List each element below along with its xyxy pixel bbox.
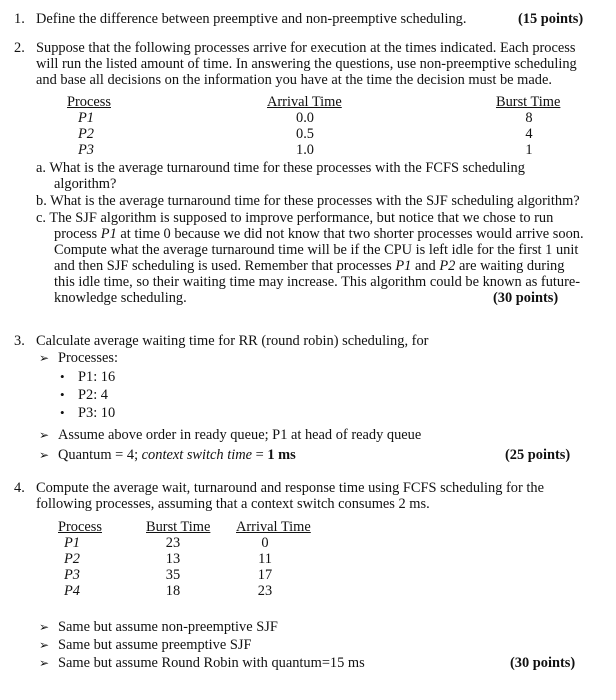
q4-number: 4.: [14, 480, 25, 496]
q2-part-b: b. What is the average turnaround time for these processes with the SJF scheduling algorithm?: [36, 193, 580, 209]
q4-table-cell: 0: [261, 535, 269, 551]
q2-part-a-line-2: algorithm?: [54, 176, 117, 192]
q3-points: (25 points): [505, 447, 571, 463]
q2-table-header-process: Process: [67, 94, 111, 110]
q2-part-a-line-1: a. What is the average turnaround time for these processes with the FCFS scheduling: [36, 160, 525, 176]
q2-part-c-text: at time 0 because we did not know that two shorter processes would arrive soon.: [120, 226, 584, 242]
q4-table-cell: 11: [258, 551, 272, 567]
q4-variant: Same but assume non-preemptive SJF: [58, 619, 278, 635]
q4-table-header-process: Process: [58, 519, 102, 535]
q1-text: Define the difference between preemptive and non-preemptive scheduling.: [36, 11, 467, 27]
q2-part-c-process-ref: P1: [100, 226, 117, 242]
q2-part-c-text: process: [54, 226, 98, 242]
q2-table-cell: P2: [78, 126, 94, 142]
q2-table-cell: 1.0: [296, 142, 314, 158]
q1-points: (15 points): [518, 11, 584, 27]
q2-table-cell: 0.5: [296, 126, 314, 142]
q2-part-c-line-4: [54, 258, 564, 274]
q4-table-header-burst: Burst Time: [146, 519, 211, 535]
q4-table-cell: P2: [64, 551, 80, 567]
bullet-icon: •: [60, 405, 65, 420]
q3-quantum-equals: =: [255, 447, 264, 463]
q2-intro-line-1: Suppose that the following processes arrive for execution at the times indicated. Each process: [36, 40, 576, 56]
q3-processes-label: Processes:: [58, 350, 118, 366]
q4-variant: Same but assume preemptive SJF: [58, 637, 252, 653]
q4-table-cell: P3: [64, 567, 80, 583]
q2-table-cell: 8: [525, 110, 533, 126]
q2-part-c-text: and then SJF scheduling is used. Remember that processes: [54, 258, 392, 274]
q2-part-c-line-6: knowledge scheduling.: [54, 290, 187, 306]
q3-process-item: P2: 4: [78, 387, 108, 403]
q2-part-c-line-2: [54, 226, 584, 242]
q2-table-cell: 4: [525, 126, 533, 142]
q3-quantum: [58, 447, 296, 463]
q3-assume: Assume above order in ready queue; P1 at head of ready queue: [58, 427, 422, 443]
q3-quantum-prefix: Quantum = 4;: [58, 447, 139, 463]
arrow-bullet-icon: ➢: [38, 620, 50, 634]
q2-number: 2.: [14, 40, 25, 56]
arrow-bullet-icon: ➢: [38, 448, 50, 462]
q2-table-cell: 0.0: [296, 110, 314, 126]
q2-part-c-line-1: c. The SJF algorithm is supposed to improve performance, but notice that we chose to run: [36, 210, 554, 226]
q4-text-line-1: Compute the average wait, turnaround and response time using FCFS scheduling for the: [36, 480, 544, 496]
q4-table-cell: P4: [64, 583, 80, 599]
bullet-icon: •: [60, 369, 65, 384]
q2-table-cell: P1: [78, 110, 94, 126]
q2-part-c-process-ref: P1: [395, 258, 412, 274]
arrow-bullet-icon: ➢: [38, 656, 50, 670]
q3-text: Calculate average waiting time for RR (round robin) scheduling, for: [36, 333, 429, 349]
q4-table-cell: P1: [64, 535, 80, 551]
bullet-icon: •: [60, 387, 65, 402]
q4-table-cell: 13: [165, 551, 181, 567]
q2-table-header-arrival: Arrival Time: [267, 94, 342, 110]
q3-process-item: P3: 10: [78, 405, 116, 421]
q4-variant: Same but assume Round Robin with quantum=15 ms: [58, 655, 365, 671]
q2-table-header-burst: Burst Time: [496, 94, 561, 110]
q2-part-c-process-ref: P2: [439, 258, 456, 274]
q3-context-switch-value: 1 ms: [267, 447, 296, 463]
q4-table-cell: 18: [165, 583, 181, 599]
arrow-bullet-icon: ➢: [38, 351, 50, 365]
q1-number: 1.: [14, 11, 25, 27]
q4-table-cell: 35: [165, 567, 181, 583]
q2-intro-line-2: will run the listed amount of time. In answering the questions, use non-preemptive scheduling: [36, 56, 577, 72]
arrow-bullet-icon: ➢: [38, 638, 50, 652]
q2-part-c-text: are waiting during: [458, 258, 565, 274]
q2-intro-line-3: and base all decisions on the information you have at the time the decision must be made.: [36, 72, 552, 88]
q4-table-header-arrival: Arrival Time: [236, 519, 311, 535]
q4-table-cell: 23: [165, 535, 181, 551]
q2-table-cell: 1: [525, 142, 533, 158]
arrow-bullet-icon: ➢: [38, 428, 50, 442]
q2-points: (30 points): [493, 290, 559, 306]
q4-points: (30 points): [510, 655, 576, 671]
q2-table-cell: P3: [78, 142, 94, 158]
q2-part-c-line-3: Compute what the average turnaround time will be if the CPU is left idle for the first 1 unit: [54, 242, 579, 258]
q2-part-c-text: and: [414, 258, 436, 274]
q3-context-switch-label: context switch time: [141, 447, 252, 463]
q2-part-c-line-5: this idle time, so their waiting time may increase. This algorithm could be known as future-: [54, 274, 581, 290]
q3-number: 3.: [14, 333, 25, 349]
q4-table-cell: 17: [257, 567, 273, 583]
q4-text-line-2: following processes, assuming that a context switch consumes 2 ms.: [36, 496, 430, 512]
q3-process-item: P1: 16: [78, 369, 116, 385]
q4-table-cell: 23: [257, 583, 273, 599]
